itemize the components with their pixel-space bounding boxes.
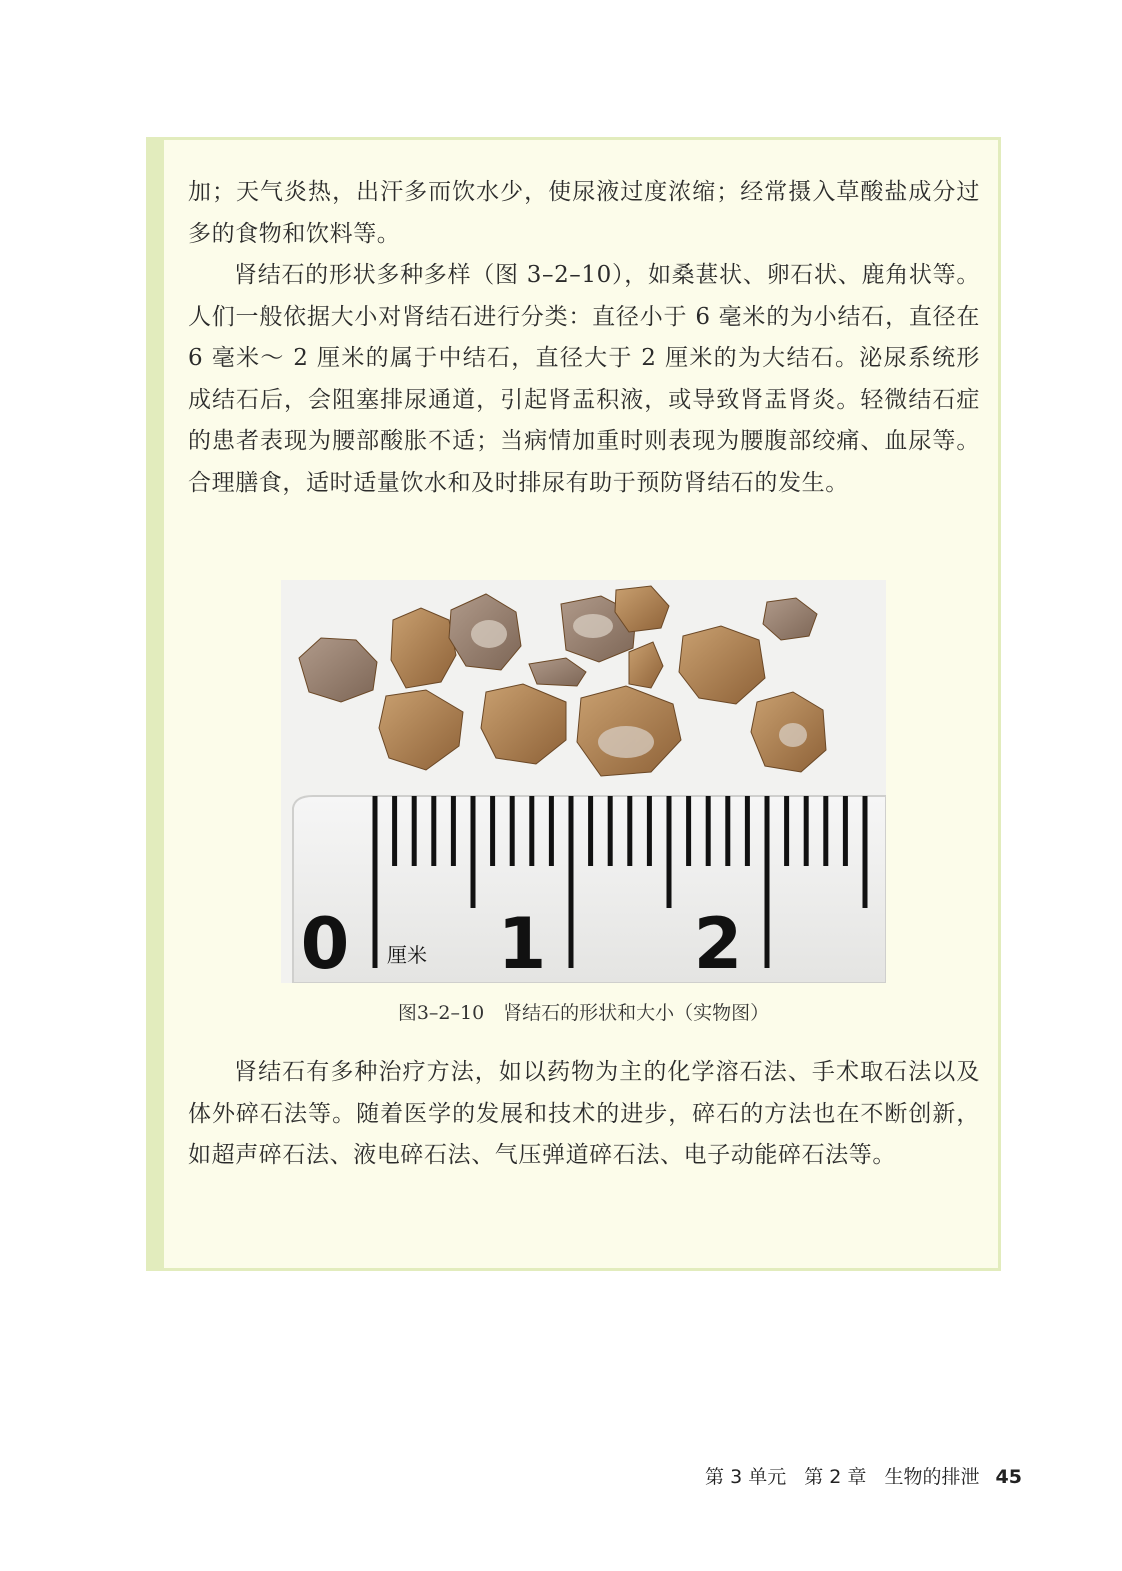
ruler-label: 1 [497, 903, 547, 983]
footer-unit: 第 3 单元 [705, 1466, 787, 1488]
figure-caption: 图3–2–10 肾结石的形状和大小（实物图） [397, 1002, 770, 1024]
ruler-label: 0 [300, 903, 350, 983]
page-footer [693, 1462, 1022, 1489]
ruler [293, 796, 886, 983]
footer-title: 生物的排泄 [884, 1466, 980, 1488]
text-block-bottom [188, 1052, 980, 1177]
paragraph: 肾结石的形状多种多样（图 3–2–10），如桑葚状、卵石状、鹿角状等。人们一般依据大小对肾结石进行分类：直径小于 6 毫米的为小结石，直径在 6 毫米～ 2 厘米的属于中结石，直径大于 2 厘米的为大结石。泌尿系统形成结石后，会阻塞排尿通道，引起肾盂积液，或导致肾盂肾炎。轻微结石症的患者表现为腰部酸胀不适；当病情加重时则表现为腰腹部绞痛、血尿等。合理膳食，适时适量饮水和及时排尿有助于预防肾结石的发生。 [188, 262, 980, 496]
text-block-top [188, 172, 980, 504]
page-number: 45 [995, 1466, 1022, 1488]
unit-label: 厘米 [387, 943, 427, 967]
ruler-label: 2 [693, 903, 743, 983]
paragraph: 加；天气炎热，出汗多而饮水少，使尿液过度浓缩；经常摄入草酸盐成分过多的食物和饮料等。 [188, 179, 980, 247]
footer-chapter: 第 2 章 [804, 1466, 867, 1488]
paragraph: 肾结石有多种治疗方法，如以药物为主的化学溶石法、手术取石法以及体外碎石法等。随着医学的发展和技术的进步，碎石的方法也在不断创新，如超声碎石法、液电碎石法、气压弹道碎石法、电子动能碎石法等。 [188, 1059, 980, 1168]
kidney-stones-photo [281, 580, 886, 983]
